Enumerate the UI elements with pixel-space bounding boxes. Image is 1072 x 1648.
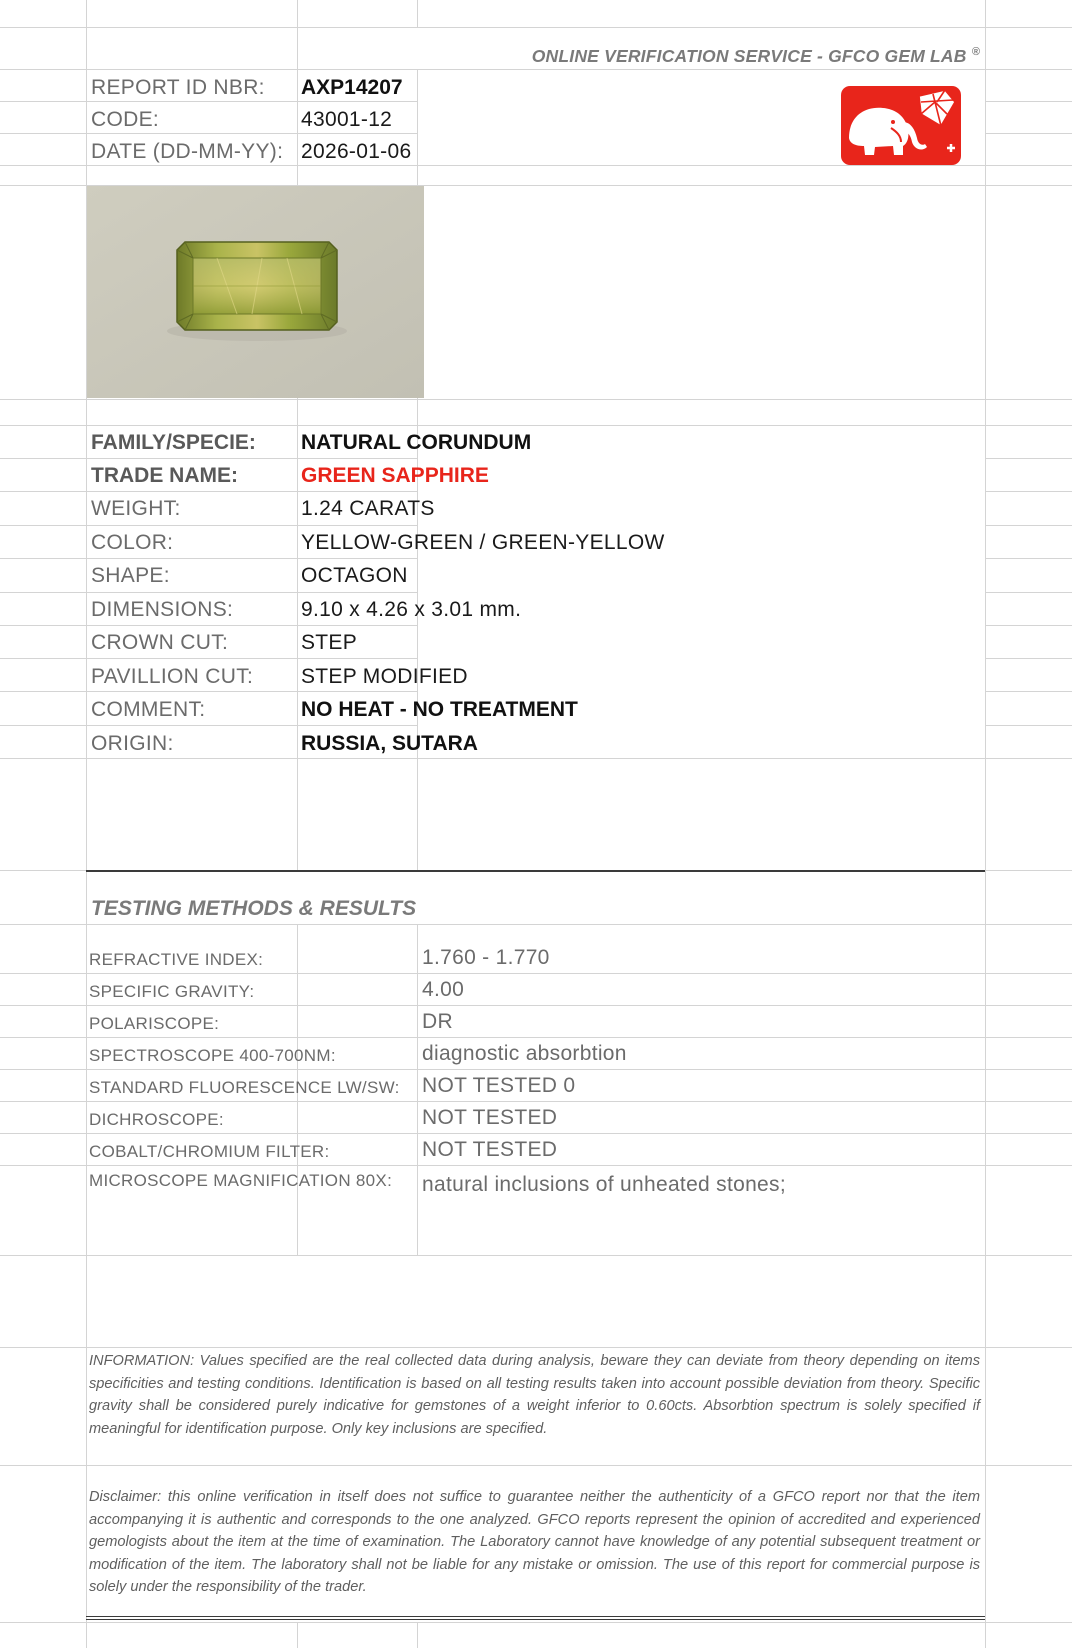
information-note: INFORMATION: Values specified are the real collected data during analysis, beware they can deviate from theory depending on items specificities and testing conditions. Identification is based on all testing results taken into account possible deviation from theory. Specific gravity shall be considered purely indicative for gemstones of a weight inferior to 0.60cts. Absorbtion spectrum is solely specified if meaningful for identification purpose. Only key inclusions are specified. <box>89 1353 980 1437</box>
dichroscope-value: NOT TESTED <box>422 1106 558 1129</box>
grid-line <box>0 1005 1072 1006</box>
weight-label: WEIGHT: <box>91 497 181 520</box>
fluorescence-value: NOT TESTED 0 <box>422 1074 576 1097</box>
grid-line <box>0 1165 1072 1166</box>
specific-gravity-label: SPECIFIC GRAVITY: <box>89 982 255 1001</box>
spectroscope-label: SPECTROSCOPE 400-700NM: <box>89 1046 336 1065</box>
merged-cell <box>418 186 985 399</box>
grid-line <box>0 1069 1072 1070</box>
shape-label: SHAPE: <box>91 564 170 587</box>
grid-line <box>0 1622 1072 1623</box>
origin-value: RUSSIA, SUTARA <box>301 732 478 755</box>
merged-cell <box>87 1256 985 1347</box>
fluorescence-label: STANDARD FLUORESCENCE LW/SW: <box>89 1078 400 1097</box>
shape-value: OCTAGON <box>301 564 408 587</box>
microscope-value: natural inclusions of unheated stones; <box>422 1173 786 1196</box>
color-label: COLOR: <box>91 531 174 554</box>
filter-label: COBALT/CHROMIUM FILTER: <box>89 1142 330 1161</box>
grid-line <box>0 1037 1072 1038</box>
gemstone-icon <box>87 186 424 398</box>
merged-cell <box>298 28 498 42</box>
specific-gravity-value: 4.00 <box>422 978 465 1001</box>
service-title <box>532 47 980 65</box>
registered-mark: ® <box>971 46 980 58</box>
grid-line <box>0 1101 1072 1102</box>
grid-line <box>0 1133 1072 1134</box>
report-id-label: REPORT ID NBR: <box>91 76 265 99</box>
origin-label: ORIGIN: <box>91 732 174 755</box>
dimensions-value: 9.10 x 4.26 x 3.01 mm. <box>301 598 522 621</box>
section-divider <box>86 870 985 872</box>
gemstone-photo <box>87 186 424 398</box>
grid-line <box>985 0 986 1648</box>
crown-cut-value: STEP <box>301 631 358 654</box>
polariscope-label: POLARISCOPE: <box>89 1014 220 1033</box>
pavillion-cut-label: PAVILLION CUT: <box>91 665 254 688</box>
gfco-logo <box>841 86 961 165</box>
date-value: 2026-01-06 <box>301 140 412 163</box>
refractive-index-value: 1.760 - 1.770 <box>422 946 550 969</box>
section-divider <box>86 1616 985 1617</box>
color-value: YELLOW-GREEN / GREEN-YELLOW <box>301 531 665 554</box>
filter-value: NOT TESTED <box>422 1138 558 1161</box>
family-label: FAMILY/SPECIE: <box>91 431 256 454</box>
grid-line <box>0 924 1072 925</box>
comment-label: COMMENT: <box>91 698 206 721</box>
report-id-value: AXP14207 <box>301 76 403 99</box>
crown-cut-label: CROWN CUT: <box>91 631 229 654</box>
code-value: 43001-12 <box>301 108 393 131</box>
code-label: CODE: <box>91 108 160 131</box>
dichroscope-label: DICHROSCOPE: <box>89 1110 224 1129</box>
elephant-gem-icon <box>841 86 961 165</box>
service-title-text: ONLINE VERIFICATION SERVICE - GFCO GEM LAB <box>531 45 967 66</box>
grid-line <box>0 399 1072 400</box>
trade-name-label: TRADE NAME: <box>91 464 238 487</box>
refractive-index-label: REFRACTIVE INDEX: <box>89 950 264 969</box>
trade-name-value: GREEN SAPPHIRE <box>301 464 489 487</box>
grid-line <box>0 165 1072 166</box>
section-divider <box>86 1619 985 1620</box>
comment-value: NO HEAT - NO TREATMENT <box>301 698 578 721</box>
pavillion-cut-value: STEP MODIFIED <box>301 665 468 688</box>
spectroscope-value: diagnostic absorbtion <box>422 1042 627 1065</box>
family-value: NATURAL CORUNDUM <box>301 431 532 454</box>
weight-value: 1.24 CARATS <box>301 497 435 520</box>
testing-section-title: TESTING METHODS & RESULTS <box>91 897 417 920</box>
merged-cell <box>418 759 985 870</box>
disclaimer-note: Disclaimer: this online verification in itself does not suffice to guarantee neither the authenticity of a GFCO report nor that the item accompanying it is authentic and corresponds to the one analyzed. GFCO reports represent the opinion of accredited and experienced gemologists about the item at the time of examination. The Laboratory cannot have knowledge of any potential subsequent treatment or modification of the item. The laboratory shall not be liable for any mistake or omission. The use of this report for commercial purpose is solely under the responsibility of the trader. <box>89 1489 980 1595</box>
grid-line <box>0 973 1072 974</box>
dimensions-label: DIMENSIONS: <box>91 598 234 621</box>
polariscope-value: DR <box>422 1010 453 1033</box>
microscope-label: MICROSCOPE MAGNIFICATION 80X: <box>89 1171 393 1190</box>
date-label: DATE (DD-MM-YY): <box>91 140 284 163</box>
